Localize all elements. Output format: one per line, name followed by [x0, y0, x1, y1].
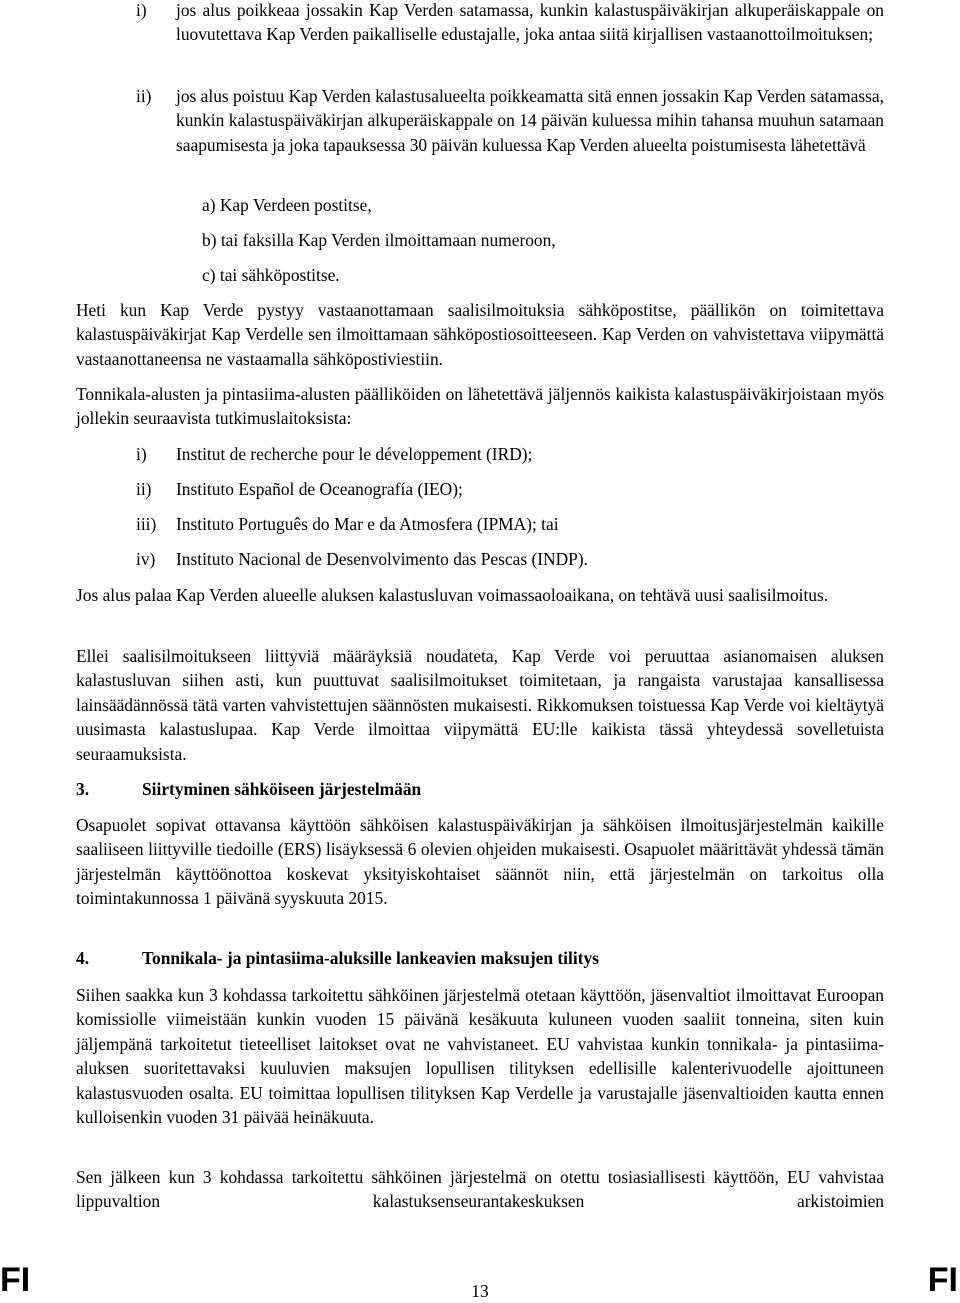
list-item-label: iii): [136, 514, 157, 534]
section-heading: [76, 946, 884, 971]
list-item-label: iv): [136, 549, 156, 569]
paragraph: Heti kun Kap Verde pystyy vastaanottamaan saalisilmoituksia sähköpostitse, päällikön on toimitettava kalastuspäiväkirjat Kap Verdelle sen ilmoittamaan sähköpostiosoitteeseen. Kap Verden on vahvistettava viipymättä vastaanottaneensa ne vastaamalla sähköpostiviestiin.: [76, 300, 884, 369]
paragraph: Siihen saakka kun 3 kohdassa tarkoitettu sähköinen järjestelmä otetaan käyttöön, jäsenvaltiot ilmoittavat Euroopan komissiolle viimeistään kunkin vuoden 15 päivänä kesäkuuta kuluneen vuoden saaliit tonneina, siten kuin jäljempänä tarkoitetut tieteelliset laitokset ovat ne vahvistaneet. EU vahvistaa kunkin tonnikala- ja pintasiima-aluksen suoritettavaksi kuuluvien maksujen lopullisen tilityksen edellisille kalenterivuodelle ajoittuneen kalastusvuoden osalta. EU toimittaa lopullisen tilityksen Kap Verdelle ja varustajalle jäsenvaltioiden kautta ennen kulloisenkin vuoden 31 päivää heinäkuuta.: [76, 985, 884, 1128]
list-item-text: Instituto Português do Mar e da Atmosfera (IPMA); tai: [176, 514, 559, 534]
page-number: 13: [471, 1281, 489, 1301]
footer-language-right: FI: [927, 1261, 958, 1299]
sublist-item-b: b) tai faksilla Kap Verden ilmoittamaan numeroon,: [202, 230, 556, 250]
list-item-text: jos alus poistuu Kap Verden kalastusalueelta poikkeamatta sitä ennen jossakin Kap Verden satamassa, kunkin kalastuspäiväkirjan alkuperäiskappale on 14 päivän kuluessa mihin tahansa muuhun satamaan saapumisesta ja joka tapauksessa 30 päivän kuluessa Kap Verden alueelta poistumisesta lähetettävä: [176, 86, 884, 155]
section-number: 3.: [76, 779, 90, 799]
list-item-label: ii): [136, 86, 152, 106]
list-item-label: i): [136, 0, 147, 20]
section-title: Siirtyminen sähköiseen järjestelmään: [142, 779, 422, 799]
list-item-text: Institut de recherche pour le développement (IRD);: [176, 444, 533, 464]
paragraph: Jos alus palaa Kap Verden alueelle aluksen kalastusluvan voimassaoloaikana, on tehtävä uusi saalisilmoitus.: [76, 585, 829, 605]
section-number: 4.: [76, 948, 90, 968]
list-item-text: jos alus poikkeaa jossakin Kap Verden satamassa, kunkin kalastuspäiväkirjan alkuperäiskappale on luovutettava Kap Verden paikalliselle edustajalle, joka antaa siitä kirjallisen vastaanottoilmoituksen;: [176, 0, 884, 45]
section-title: Tonnikala- ja pintasiima-aluksille lankeavien maksujen tilitys: [142, 948, 599, 968]
paragraph: Ellei saalisilmoitukseen liittyviä määräyksiä noudateta, Kap Verde voi peruuttaa asianomaisen aluksen kalastusluvan siihen asti, kun puuttuvat saalisilmoitukset toimitetaan, ja rangaista varustajaa kansallisessa lainsäädännössä tätä varten vahvistettujen säännösten mukaisesti. Rikkomuksen toistuessa Kap Verde voi kieltäytyä uusimasta kalastuslupaa. Kap Verde ilmoittaa viipymättä EU:lle kaikista tässä yhteydessä sovelletuista seuraamuksista.: [76, 646, 884, 764]
footer-language-left: FI: [0, 1261, 31, 1299]
sublist-item-c: c) tai sähköpostitse.: [202, 265, 340, 285]
section-heading: [76, 777, 884, 802]
paragraph: Osapuolet sopivat ottavansa käyttöön sähköisen kalastuspäiväkirjan ja sähköisen ilmoitusjärjestelmän kaikille saaliiseen liittyville tiedoille (ERS) lisäyksessä 6 olevien ohjeiden mukaisesti. Osapuolet määrittävät yhdessä tämän järjestelmän käyttöönottoa koskevat yksityiskohtaiset säännöt niin, että järjestelmän on tarkoitus olla toimintakunnossa 1 päivänä syyskuuta 2015.: [76, 815, 884, 909]
list-item-label: ii): [136, 479, 152, 499]
list-item-label: i): [136, 444, 147, 464]
sublist-item-a: a) Kap Verdeen postitse,: [202, 195, 372, 215]
paragraph: Sen jälkeen kun 3 kohdassa tarkoitettu sähköinen järjestelmä on otettu tosiasiallisesti käyttöön, EU vahvistaa lippuvaltion kalastuksenseurantakeskuksen arkistoimien: [76, 1167, 884, 1212]
list-item-text: Instituto Español de Oceanografía (IEO);: [176, 479, 463, 499]
list-item-text: Instituto Nacional de Desenvolvimento das Pescas (INDP).: [176, 549, 588, 569]
paragraph: Tonnikala-alusten ja pintasiima-alusten päälliköiden on lähetettävä jäljennös kaikista kalastuspäiväkirjoistaan myös jollekin seuraavista tutkimuslaitoksista:: [76, 384, 884, 429]
